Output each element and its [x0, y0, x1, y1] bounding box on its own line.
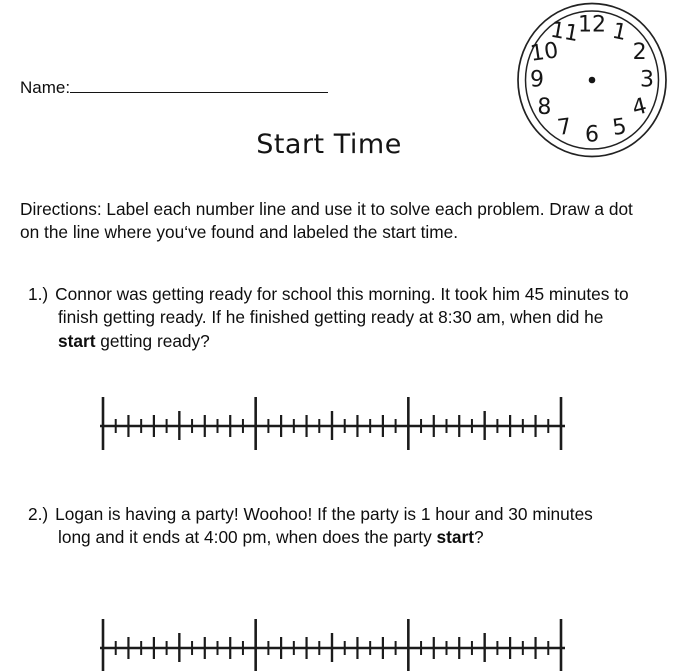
clock-number-5: 5 [610, 114, 629, 141]
problem-2-number: 2.) [28, 504, 49, 524]
text: long and it ends at 4:00 pm, when does the party [58, 527, 437, 548]
name-blank-line [70, 78, 328, 93]
directions [20, 198, 633, 245]
text: getting ready? [95, 330, 210, 351]
number-line-2 [93, 612, 569, 671]
problem-1 [28, 283, 629, 353]
bold-text: start [436, 527, 474, 548]
clock-number-6: 6 [585, 122, 599, 148]
problem-2 [28, 503, 593, 550]
name-label: Name: [20, 78, 71, 97]
clock-center-dot [589, 77, 596, 84]
clock-number-12: 12 [578, 12, 606, 38]
text: ? [474, 527, 484, 548]
problem-2-line-1 [28, 503, 593, 526]
problem-1-line-2 [28, 306, 629, 329]
page-title: Start Time [256, 129, 402, 160]
number-line-1 [93, 390, 569, 458]
clock-number-4: 4 [629, 93, 650, 122]
bold-text: start [58, 330, 96, 351]
clock-number-10: 10 [528, 38, 560, 67]
directions-line-2: on the line where you‘ve found and labeled the start time. [20, 222, 459, 243]
clock-number-9: 9 [530, 67, 544, 93]
text: Logan is having a party! Woohoo! If the party is 1 hour and 30 minutes [55, 504, 593, 524]
problem-1-number: 1.) [28, 284, 49, 304]
clock-number-2: 2 [632, 40, 647, 65]
clock-number-8: 8 [537, 95, 552, 120]
name-row [20, 78, 328, 98]
problem-1-line-3 [28, 330, 629, 353]
text: finish getting ready. If he finished getting ready at 8:30 am, when did he [58, 307, 604, 328]
text: Connor was getting ready for school this morning. It took him 45 minutes to [55, 284, 629, 304]
directions-line-1: Directions: Label each number line and use it to solve each problem. Draw a dot [20, 199, 633, 219]
problem-1-line-1 [28, 283, 629, 306]
clock-number-1: 1 [610, 18, 629, 47]
clock-number-3: 3 [640, 67, 654, 93]
problem-2-line-2 [28, 526, 593, 549]
clock-number-7: 7 [555, 114, 574, 141]
clock-number-11: 11 [548, 17, 581, 48]
